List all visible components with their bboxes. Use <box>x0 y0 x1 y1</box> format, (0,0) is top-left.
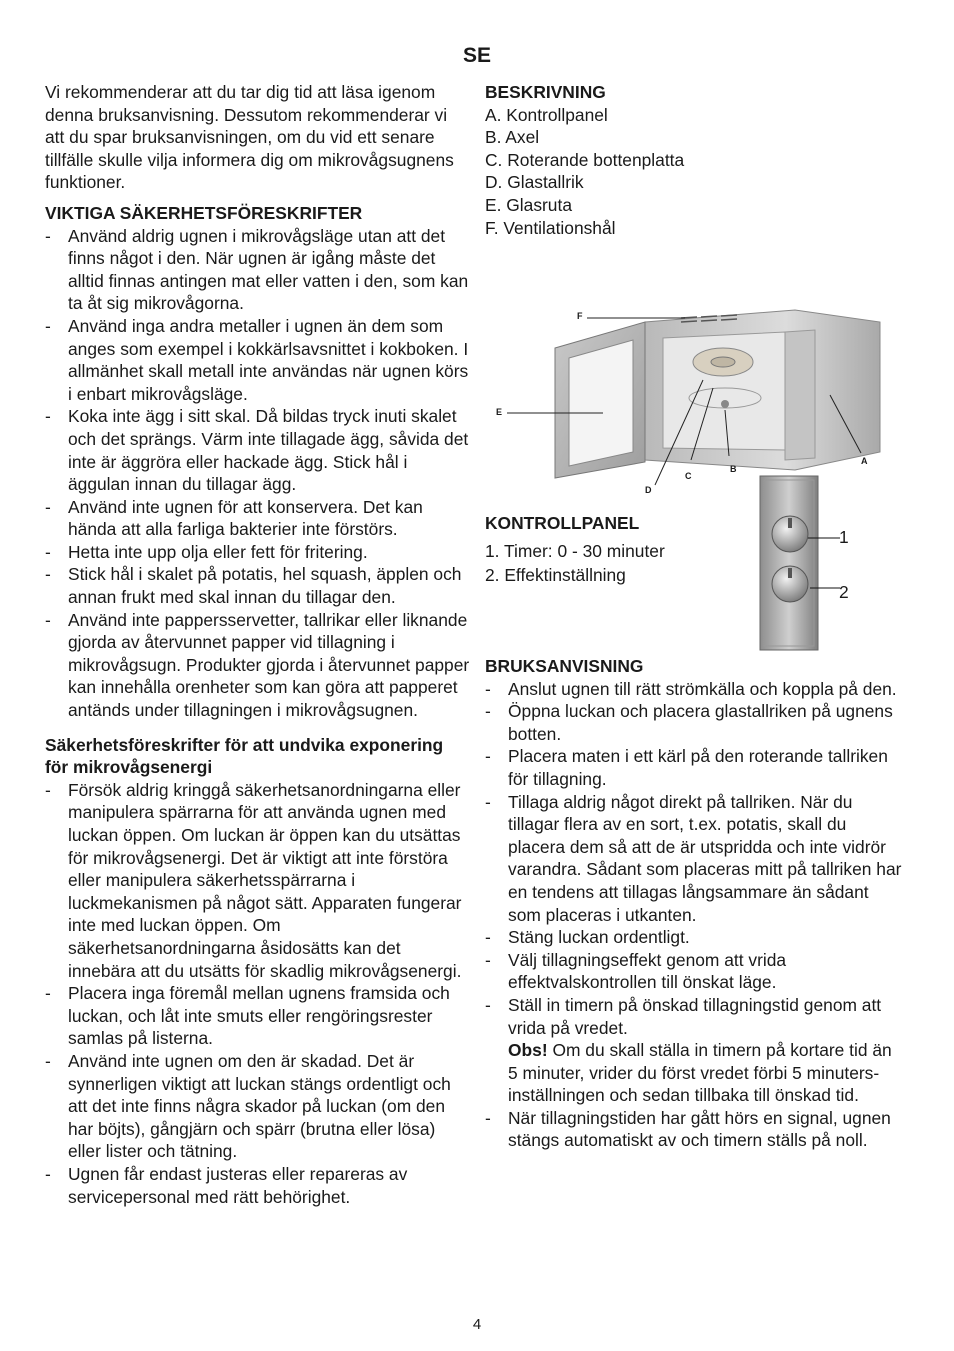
microwave-illustration <box>485 300 905 500</box>
list-item: - Använd inte ugnen om den är skadad. Det är synnerligen viktigt att luckan stängs ordentligt och att det inte finns några skador på luckan (om den har böjts), gångjärn och spärr (brutna eller lösa) eller lister och tätning. <box>45 1050 470 1163</box>
list-item: - Placera maten i ett kärl på den roterande tallriken för tillagning. <box>485 745 905 790</box>
description-heading: BESKRIVNING <box>485 82 606 102</box>
exposure-heading: Säkerhetsföreskrifter för att undvika exponering för mikrovågsenergi <box>45 734 444 778</box>
intro-paragraph: Vi rekommenderar att du tar dig tid att läsa igenom denna bruksanvisning. Dessutom rekommenderar vi att du spar bruksanvisningen, om du vid ett senare tillfälle skulle vilja informera dig om mikrovågsugnens funktioner. <box>45 82 454 193</box>
timer-note <box>485 1039 905 1107</box>
control-panel-illustration <box>748 474 878 652</box>
list-item: E. Glasruta <box>485 194 572 215</box>
list-item: C. Roterande bottenplatta <box>485 149 685 170</box>
usage-list <box>485 678 905 1040</box>
figure-label-e: E <box>496 407 503 417</box>
list-item: D. Glastallrik <box>485 172 584 193</box>
list-item: - Välj tillagningseffekt genom att vrida effektvalskontrollen till önskat läge. <box>485 949 905 994</box>
usage-section <box>485 655 905 1152</box>
list-item: - Koka inte ägg i sitt skal. Då bildas tryck inuti skalet och det sprängs. Värm inte tillagade ägg, såvida det inte är äggröra eller hackade ägg. Stick hål i äggulan innan du tillagar ägg. <box>45 405 470 495</box>
list-item: - Tillaga aldrig något direkt på tallriken. När du tillagar flera av en sort, t.ex. potatis, skall du placera dem så att de är utspridda och inte vidrör varandra. Sådant som placeras mitt på tallriken har en tendens att tillagas långsammare än sådant som placeras i utkanten. <box>485 791 905 927</box>
callout-2: 2 <box>839 582 849 602</box>
list-item: - Stick hål i skalet på potatis, hel squash, äpplen och annan frukt med skal innan du tillagar den. <box>45 563 470 608</box>
list-item: - Hetta inte upp olja eller fett för fritering. <box>45 541 470 564</box>
control-panel-heading: KONTROLLPANEL <box>485 513 640 533</box>
figure-label-d: D <box>645 485 652 495</box>
usage-list-end <box>485 1107 905 1152</box>
list-item: B. Axel <box>485 127 540 148</box>
list-item: - Öppna luckan och placera glastallriken på ugnens botten. <box>485 700 905 745</box>
list-item: 2. Effektinställning <box>485 565 626 586</box>
list-item: - Stäng luckan ordentligt. <box>485 926 905 949</box>
list-item: - Anslut ugnen till rätt strömkälla och koppla på den. <box>485 678 905 701</box>
list-item: - Använd inga andra metaller i ugnen än dem som anges som exempel i kokkärlsavsnittet i kokboken. I allmänhet skall metall inte användas när ugnen körs i enbart mikrovågsläge. <box>45 315 470 405</box>
list-item: F. Ventilationshål <box>485 217 616 238</box>
language-heading: SE <box>462 44 491 67</box>
figure-label-a: A <box>861 456 868 466</box>
description-list <box>485 104 905 240</box>
list-item: - Placera inga föremål mellan ugnens framsida och luckan, och låt inte smuts eller rengöringsrester samlas på listerna. <box>45 982 470 1050</box>
list-item: - Använd inte ugnen för att konservera. Det kan hända att alla farliga bakterier inte förstörs. <box>45 496 470 541</box>
safety-heading: VIKTIGA SÄKERHETSFÖRESKRIFTER <box>45 202 363 223</box>
list-item: - Försök aldrig kringgå säkerhetsanordningarna eller manipulera spärrarna för att använda ugnen med luckan öppen. Om luckan är öppen kan du utsättas för mikrovågsenergi. Det är viktigt att inte förstöra eller manipulera säkerhetsspärrarna i luckmekanismen på något sätt. Apparaten fungerar inte med luckan öppen. Om säkerhetsanordningarna åsidosätts kan det innebära att du utsätts för skadlig mikrovågsenergi. <box>45 779 470 982</box>
list-item: - Använd inte pappersservetter, tallrikar eller liknande gjorda av återvunnet papper vid tillagning i mikrovågsugn. Produkter gjorda i återvunnet papper kan innehålla orenheter som kan göra att papperet antänds under tillagningen i mikrovågsugnen. <box>45 609 470 722</box>
list-item: A. Kontrollpanel <box>485 104 608 125</box>
list-item: - Ställ in timern på önskad tillagningstid genom att vrida på vredet. <box>485 994 905 1039</box>
note-label: Obs! <box>508 1040 548 1061</box>
callout-1: 1 <box>839 527 849 547</box>
list-item: - Använd aldrig ugnen i mikrovågsläge utan att det finns något i den. När ugnen är igång måste det alltid finnas antingen mat eller vatten i den, som kan ta åt sig mikrovågorna. <box>45 225 470 315</box>
description-section <box>485 81 905 239</box>
figure-label-f: F <box>577 311 583 321</box>
usage-heading: BRUKSANVISNING <box>485 656 644 676</box>
figure-label-c: C <box>685 471 692 481</box>
list-item: - När tillagningstiden har gått hörs en signal, ugnen stängs automatiskt av och timern ställs på noll. <box>485 1107 905 1152</box>
exposure-list <box>45 779 470 1208</box>
figure-label-b: B <box>730 464 737 474</box>
note-text: Om du skall ställa in timern på kortare tid än 5 minuter, vrider du först vredet förbi 5 minuters-inställningen och sedan tillbaka till önskad tid. <box>508 1040 892 1106</box>
list-item: 1. Timer: 0 - 30 minuter <box>485 540 665 561</box>
page-number: 4 <box>472 1316 482 1333</box>
safety-list <box>45 225 470 722</box>
left-column <box>45 81 470 1208</box>
list-item: - Ugnen får endast justeras eller repareras av servicepersonal med rätt behörighet. <box>45 1163 470 1208</box>
